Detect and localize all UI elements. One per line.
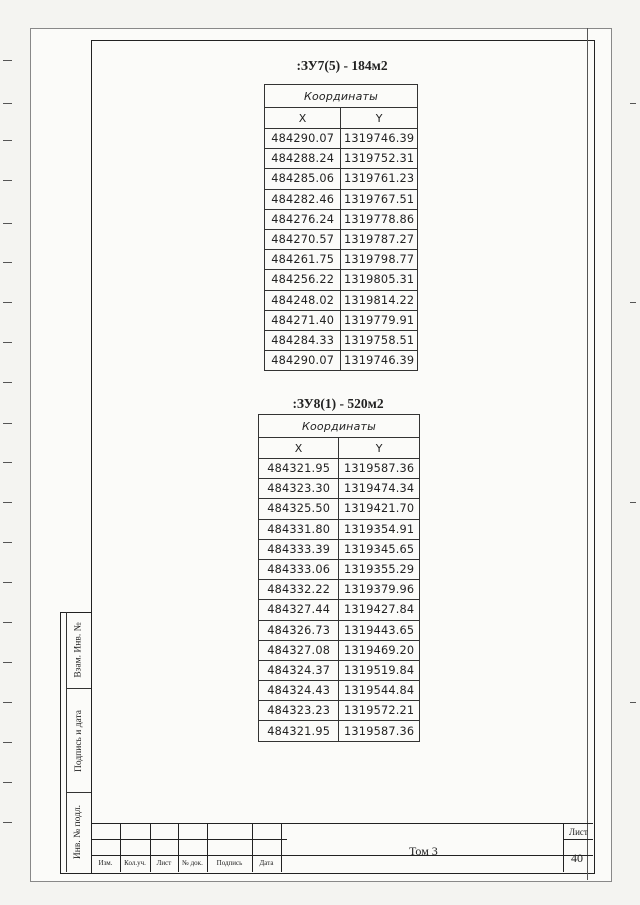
table-row xyxy=(259,459,420,479)
stamp-col-label: Изм. xyxy=(98,859,113,867)
side-label-podpis: Подпись и дата xyxy=(73,709,84,772)
block-title: :ЗУ7(5) - 184м2 xyxy=(296,58,388,73)
table-row xyxy=(259,539,420,559)
margin-tick xyxy=(3,502,12,503)
side-stamp-cells xyxy=(66,612,91,872)
side-label-inv: Инв. № подл. xyxy=(73,804,84,860)
coords-table xyxy=(264,84,418,371)
stamp-col-label: Подпись xyxy=(216,859,243,867)
table-row xyxy=(265,310,418,330)
margin-tick xyxy=(3,180,12,181)
table-row xyxy=(265,129,418,149)
coord-y-cell: 1319761.23 xyxy=(341,169,418,189)
table-row xyxy=(259,640,420,660)
coord-x-cell: 484290.07 xyxy=(265,129,341,149)
coord-x-cell: 484285.06 xyxy=(265,169,341,189)
side-cell-podpis xyxy=(66,689,91,793)
coord-y-cell: 1319345.65 xyxy=(339,539,420,559)
sheet-number: 40 xyxy=(571,851,583,865)
table-row xyxy=(259,519,420,539)
coord-y-cell: 1319427.84 xyxy=(339,600,420,620)
coord-y-cell: 1319752.31 xyxy=(341,149,418,169)
column-x-label: X xyxy=(265,108,341,129)
table-row xyxy=(259,660,420,680)
coord-y-cell: 1319443.65 xyxy=(339,620,420,640)
margin-tick xyxy=(3,702,12,703)
coord-y-cell: 1319355.29 xyxy=(339,559,420,579)
stamp-col-label: № док. xyxy=(182,859,203,867)
margin-tick xyxy=(3,622,12,623)
frame-edge-line xyxy=(587,28,588,880)
table-row xyxy=(265,189,418,209)
table-row xyxy=(259,701,420,721)
margin-tick xyxy=(3,103,12,104)
table-row xyxy=(265,330,418,350)
coord-x-cell: 484333.39 xyxy=(259,539,339,559)
margin-tick xyxy=(3,382,12,383)
margin-tick xyxy=(630,302,636,303)
table-row xyxy=(265,270,418,290)
coord-x-cell: 484324.37 xyxy=(259,660,339,680)
table-row xyxy=(259,559,420,579)
table-body xyxy=(259,459,420,742)
stamp-col-label: Дата xyxy=(259,859,274,867)
margin-tick xyxy=(3,662,12,663)
table-row xyxy=(265,209,418,229)
volume-label: Том 3 xyxy=(409,844,438,858)
coord-x-cell: 484271.40 xyxy=(265,310,341,330)
coord-x-cell: 484327.44 xyxy=(259,600,339,620)
margin-tick xyxy=(3,542,12,543)
stamp-line xyxy=(91,855,593,856)
stamp-col-label: Кол.уч. xyxy=(124,859,146,867)
stamp-line xyxy=(281,823,282,872)
table-row xyxy=(259,620,420,640)
coord-x-cell: 484332.22 xyxy=(259,580,339,600)
margin-tick xyxy=(3,822,12,823)
coord-y-cell: 1319587.36 xyxy=(339,459,420,479)
table-row xyxy=(265,169,418,189)
table-row xyxy=(265,290,418,310)
table-row xyxy=(265,250,418,270)
coord-x-cell: 484325.50 xyxy=(259,499,339,519)
coord-x-cell: 484256.22 xyxy=(265,270,341,290)
table-row xyxy=(259,499,420,519)
coord-y-cell: 1319544.84 xyxy=(339,681,420,701)
coord-y-cell: 1319421.70 xyxy=(339,499,420,519)
margin-tick xyxy=(3,582,12,583)
table-header: Координаты xyxy=(259,415,420,438)
table-row xyxy=(265,149,418,169)
coord-x-cell: 484276.24 xyxy=(265,209,341,229)
coord-y-cell: 1319469.20 xyxy=(339,640,420,660)
table-row xyxy=(259,681,420,701)
margin-tick xyxy=(3,140,12,141)
coord-y-cell: 1319758.51 xyxy=(341,330,418,350)
margin-tick xyxy=(3,782,12,783)
margin-tick xyxy=(3,742,12,743)
column-x-label: X xyxy=(259,438,339,459)
coord-x-cell: 484323.30 xyxy=(259,479,339,499)
margin-tick xyxy=(3,462,12,463)
coord-x-cell: 484288.24 xyxy=(265,149,341,169)
margin-tick xyxy=(3,60,12,61)
coord-x-cell: 484333.06 xyxy=(259,559,339,579)
stamp-col-label: Лист xyxy=(156,859,172,867)
margin-tick xyxy=(3,302,12,303)
coord-x-cell: 484323.23 xyxy=(259,701,339,721)
coords-table xyxy=(258,414,420,742)
coord-y-cell: 1319805.31 xyxy=(341,270,418,290)
coord-y-cell: 1319779.91 xyxy=(341,310,418,330)
stamp-line xyxy=(281,823,593,824)
margin-tick xyxy=(3,342,12,343)
coord-x-cell: 484321.95 xyxy=(259,721,339,741)
coord-x-cell: 484282.46 xyxy=(265,189,341,209)
block-title: :ЗУ8(1) - 520м2 xyxy=(292,396,384,411)
coord-y-cell: 1319767.51 xyxy=(341,189,418,209)
coord-y-cell: 1319587.36 xyxy=(339,721,420,741)
sheet-label: Лист xyxy=(569,827,588,837)
coord-y-cell: 1319572.21 xyxy=(339,701,420,721)
table-row xyxy=(259,600,420,620)
table-row xyxy=(259,479,420,499)
stamp-line xyxy=(563,839,593,840)
coord-y-cell: 1319379.96 xyxy=(339,580,420,600)
table-row xyxy=(265,351,418,371)
coord-y-cell: 1319474.34 xyxy=(339,479,420,499)
side-cell-vzam xyxy=(66,612,91,689)
coord-y-cell: 1319519.84 xyxy=(339,660,420,680)
coord-x-cell: 484290.07 xyxy=(265,351,341,371)
coord-x-cell: 484284.33 xyxy=(265,330,341,350)
margin-tick xyxy=(3,223,12,224)
side-label-vzam: Взам. Инв. № xyxy=(73,622,84,678)
margin-tick xyxy=(630,502,636,503)
side-cell-inv xyxy=(66,793,91,871)
coord-y-cell: 1319746.39 xyxy=(341,129,418,149)
table-body xyxy=(265,129,418,371)
margin-tick xyxy=(3,423,12,424)
margin-tick xyxy=(3,262,12,263)
coord-x-cell: 484261.75 xyxy=(265,250,341,270)
coord-x-cell: 484331.80 xyxy=(259,519,339,539)
stamp-line xyxy=(563,823,564,872)
coord-y-cell: 1319778.86 xyxy=(341,209,418,229)
coord-x-cell: 484327.08 xyxy=(259,640,339,660)
margin-tick xyxy=(630,103,636,104)
coord-y-cell: 1319354.91 xyxy=(339,519,420,539)
title-block xyxy=(91,823,593,872)
coord-x-cell: 484321.95 xyxy=(259,459,339,479)
coord-y-cell: 1319798.77 xyxy=(341,250,418,270)
coord-y-cell: 1319746.39 xyxy=(341,351,418,371)
coord-y-cell: 1319787.27 xyxy=(341,229,418,249)
coord-x-cell: 484270.57 xyxy=(265,229,341,249)
table-header: Координаты xyxy=(265,85,418,108)
coord-x-cell: 484324.43 xyxy=(259,681,339,701)
coord-x-cell: 484326.73 xyxy=(259,620,339,640)
column-y-label: Y xyxy=(339,438,420,459)
table-row xyxy=(259,580,420,600)
coord-x-cell: 484248.02 xyxy=(265,290,341,310)
coord-y-cell: 1319814.22 xyxy=(341,290,418,310)
table-row xyxy=(265,229,418,249)
column-y-label: Y xyxy=(341,108,418,129)
table-row xyxy=(259,721,420,741)
margin-tick xyxy=(630,702,636,703)
